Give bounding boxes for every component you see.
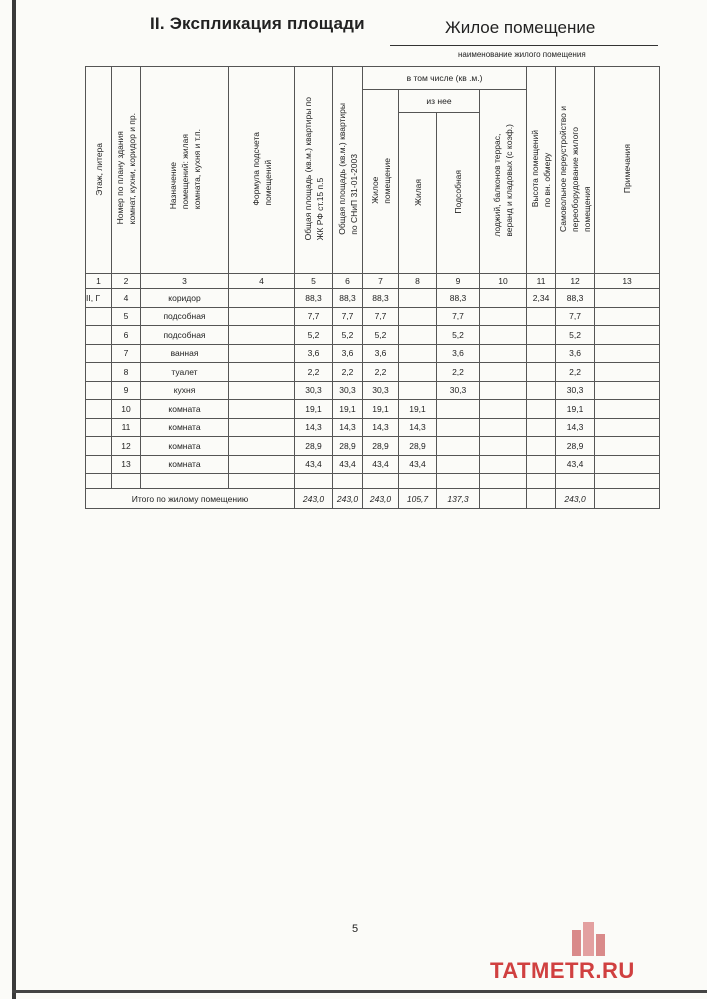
table-cell: 5 xyxy=(112,307,141,326)
table-cell: 6 xyxy=(112,326,141,345)
table-cell: 5,2 xyxy=(437,326,480,345)
table-cell: 5,2 xyxy=(556,326,595,345)
table-cell xyxy=(595,437,660,456)
table-cell: 2,2 xyxy=(363,363,399,382)
room-type-caption: наименование жилого помещения xyxy=(458,50,586,59)
table-cell xyxy=(527,326,556,345)
table-cell xyxy=(480,307,527,326)
table-cell xyxy=(86,344,112,363)
table-cell: 88,3 xyxy=(333,289,363,308)
header-plan-number: Номер по плану здания комнат, кухни, коридор и пр. xyxy=(112,67,141,274)
table-cell: 19,1 xyxy=(295,400,333,419)
room-type-value: Жилое помещение xyxy=(445,18,596,37)
table-cell: 3,6 xyxy=(363,344,399,363)
header-living-premises: Жилое помещение xyxy=(363,90,399,274)
header-total-area-snip: Общая площадь (кв.м.) квартиры по СНиП 31-01-2003 xyxy=(333,67,363,274)
col-number: 7 xyxy=(363,274,399,289)
col-number: 3 xyxy=(141,274,229,289)
table-cell xyxy=(480,437,527,456)
table-cell: 88,3 xyxy=(437,289,480,308)
table-cell xyxy=(229,289,295,308)
table-cell: 43,4 xyxy=(556,455,595,474)
table-cell xyxy=(229,344,295,363)
table-cell xyxy=(480,326,527,345)
total-row xyxy=(86,489,660,509)
total-c5: 243,0 xyxy=(295,489,333,509)
header-purpose: Назначение помещений: жилая комната, кухня и т.п. xyxy=(141,67,229,274)
table-cell: 30,3 xyxy=(556,381,595,400)
col-number: 5 xyxy=(295,274,333,289)
header-living: Жилая xyxy=(399,113,437,274)
table-row xyxy=(86,307,660,326)
table-cell xyxy=(480,289,527,308)
table-cell: 5,2 xyxy=(295,326,333,345)
total-c13 xyxy=(595,489,660,509)
col-number: 9 xyxy=(437,274,480,289)
table-cell: 7 xyxy=(112,344,141,363)
table-cell: II, Г xyxy=(86,289,112,308)
col-number: 4 xyxy=(229,274,295,289)
table-cell: 3,6 xyxy=(333,344,363,363)
total-c9: 137,3 xyxy=(437,489,480,509)
table-cell xyxy=(527,344,556,363)
header-loggias: лоджий, балконов террас, веранд и кладовых (с коэф.) xyxy=(480,90,527,274)
table-cell: 3,6 xyxy=(556,344,595,363)
total-c8: 105,7 xyxy=(399,489,437,509)
table-cell xyxy=(480,400,527,419)
table-cell: 28,9 xyxy=(556,437,595,456)
table-cell xyxy=(229,437,295,456)
table-cell xyxy=(527,363,556,382)
table-cell xyxy=(86,363,112,382)
table-row xyxy=(86,326,660,345)
table-cell: 7,7 xyxy=(333,307,363,326)
header-floor: Этаж, литера xyxy=(86,67,112,274)
table-cell: 14,3 xyxy=(333,418,363,437)
table-cell: коридор xyxy=(141,289,229,308)
col-number: 1 xyxy=(86,274,112,289)
table-cell: 88,3 xyxy=(363,289,399,308)
table-cell: 2,2 xyxy=(437,363,480,382)
col-number: 10 xyxy=(480,274,527,289)
table-cell xyxy=(86,381,112,400)
table-cell xyxy=(527,418,556,437)
table-cell: 28,9 xyxy=(295,437,333,456)
table-cell xyxy=(399,381,437,400)
table-row xyxy=(86,344,660,363)
page-number: 5 xyxy=(352,923,359,935)
header-unauthorized: Самовольное переустройство и переоборудование жилого помещения xyxy=(556,67,595,274)
table-cell xyxy=(595,289,660,308)
column-numbers-row xyxy=(86,274,660,289)
table-cell: 28,9 xyxy=(333,437,363,456)
table-cell xyxy=(229,363,295,382)
table-cell xyxy=(480,363,527,382)
table-cell xyxy=(527,381,556,400)
table-cell: 7,7 xyxy=(363,307,399,326)
table-cell: 5,2 xyxy=(333,326,363,345)
table-cell: комната xyxy=(141,437,229,456)
table-cell xyxy=(437,418,480,437)
table-cell xyxy=(229,455,295,474)
table-cell: 43,4 xyxy=(363,455,399,474)
table-cell xyxy=(229,418,295,437)
table-cell xyxy=(480,381,527,400)
table-cell: 14,3 xyxy=(363,418,399,437)
total-c7: 243,0 xyxy=(363,489,399,509)
table-cell: подсобная xyxy=(141,326,229,345)
table-cell: 5,2 xyxy=(363,326,399,345)
table-cell xyxy=(399,326,437,345)
table-cell: 7,7 xyxy=(295,307,333,326)
col-number: 12 xyxy=(556,274,595,289)
table-cell: 3,6 xyxy=(437,344,480,363)
table-cell xyxy=(595,344,660,363)
table-cell xyxy=(399,307,437,326)
table-cell: 43,4 xyxy=(295,455,333,474)
table-cell: 4 xyxy=(112,289,141,308)
table-row xyxy=(86,289,660,308)
table-cell xyxy=(595,418,660,437)
col-number: 11 xyxy=(527,274,556,289)
table-cell: 2,34 xyxy=(527,289,556,308)
header-auxiliary: Подсобная xyxy=(437,113,480,274)
table-cell: 30,3 xyxy=(363,381,399,400)
table-cell: 14,3 xyxy=(399,418,437,437)
col-number: 8 xyxy=(399,274,437,289)
table-cell: 30,3 xyxy=(333,381,363,400)
table-cell: 28,9 xyxy=(399,437,437,456)
table-cell: 7,7 xyxy=(556,307,595,326)
table-cell: 7,7 xyxy=(437,307,480,326)
document-title: II. Экспликация площади xyxy=(150,14,365,33)
table-cell: 14,3 xyxy=(295,418,333,437)
table-cell xyxy=(595,455,660,474)
table-cell: 3,6 xyxy=(295,344,333,363)
table-cell: 88,3 xyxy=(295,289,333,308)
header-height: Высота помещений по вн. обмеру xyxy=(527,67,556,274)
table-cell: туалет xyxy=(141,363,229,382)
area-explication-table xyxy=(85,66,659,509)
table-cell: 2,2 xyxy=(295,363,333,382)
page-bottom-edge xyxy=(12,990,707,993)
table-cell xyxy=(437,400,480,419)
table-cell xyxy=(86,455,112,474)
header-formula: Формула подсчета помещений xyxy=(229,67,295,274)
table-cell xyxy=(86,326,112,345)
table-cell: 11 xyxy=(112,418,141,437)
table-cell: 13 xyxy=(112,455,141,474)
table-cell: 30,3 xyxy=(437,381,480,400)
table-cell xyxy=(527,455,556,474)
header-subgroup: из нее xyxy=(399,90,480,113)
table-cell: 2,2 xyxy=(333,363,363,382)
table-row xyxy=(86,400,660,419)
table-row xyxy=(86,418,660,437)
total-c11 xyxy=(527,489,556,509)
table-cell: 28,9 xyxy=(363,437,399,456)
table-cell: 43,4 xyxy=(399,455,437,474)
table-cell xyxy=(595,400,660,419)
table-cell xyxy=(480,455,527,474)
table-cell: 12 xyxy=(112,437,141,456)
table-cell xyxy=(527,400,556,419)
table-cell xyxy=(437,437,480,456)
table-cell: 30,3 xyxy=(295,381,333,400)
table-cell: кухня xyxy=(141,381,229,400)
total-c10 xyxy=(480,489,527,509)
table-cell: 14,3 xyxy=(556,418,595,437)
table-cell xyxy=(399,363,437,382)
table-cell xyxy=(437,455,480,474)
table-cell xyxy=(595,326,660,345)
col-number: 13 xyxy=(595,274,660,289)
col-number: 6 xyxy=(333,274,363,289)
table-cell xyxy=(595,363,660,382)
table-cell: подсобная xyxy=(141,307,229,326)
table-cell: 19,1 xyxy=(399,400,437,419)
table-cell: 19,1 xyxy=(333,400,363,419)
col-number: 2 xyxy=(112,274,141,289)
watermark-text: TATMETR.RU xyxy=(490,958,635,983)
table-cell xyxy=(480,344,527,363)
table-cell: 10 xyxy=(112,400,141,419)
header-group-including: в том числе (кв .м.) xyxy=(363,67,527,90)
table-cell: 9 xyxy=(112,381,141,400)
table-cell xyxy=(527,307,556,326)
table-cell xyxy=(595,307,660,326)
table-cell: комната xyxy=(141,418,229,437)
table-cell xyxy=(480,418,527,437)
page-left-edge xyxy=(12,0,16,999)
total-label: Итого по жилому помещению xyxy=(86,489,295,509)
table-cell xyxy=(86,437,112,456)
table-row xyxy=(86,437,660,456)
room-type-underline xyxy=(390,45,658,46)
table-cell xyxy=(86,400,112,419)
table-cell xyxy=(229,381,295,400)
table-cell xyxy=(86,418,112,437)
total-c6: 243,0 xyxy=(333,489,363,509)
table-cell: 8 xyxy=(112,363,141,382)
table-cell xyxy=(527,437,556,456)
table-cell xyxy=(399,344,437,363)
table-cell: 2,2 xyxy=(556,363,595,382)
table-cell xyxy=(229,307,295,326)
building-logo-icon xyxy=(568,920,608,956)
table-cell: 88,3 xyxy=(556,289,595,308)
table-cell xyxy=(595,381,660,400)
table-cell xyxy=(399,289,437,308)
table-row xyxy=(86,455,660,474)
header-notes: Примечания xyxy=(595,67,660,274)
table-cell: 43,4 xyxy=(333,455,363,474)
header-total-area-zhk: Общая площадь (кв.м.) квартиры по ЖК РФ ст.15 п.5 xyxy=(295,67,333,274)
table-cell: 19,1 xyxy=(363,400,399,419)
table-cell xyxy=(229,400,295,419)
table-cell: 19,1 xyxy=(556,400,595,419)
table-row xyxy=(86,363,660,382)
total-c12: 243,0 xyxy=(556,489,595,509)
table-cell: ванная xyxy=(141,344,229,363)
blank-row xyxy=(86,474,660,489)
table-cell xyxy=(229,326,295,345)
table-row xyxy=(86,381,660,400)
table-cell: комната xyxy=(141,455,229,474)
table-cell: комната xyxy=(141,400,229,419)
table-cell xyxy=(86,307,112,326)
